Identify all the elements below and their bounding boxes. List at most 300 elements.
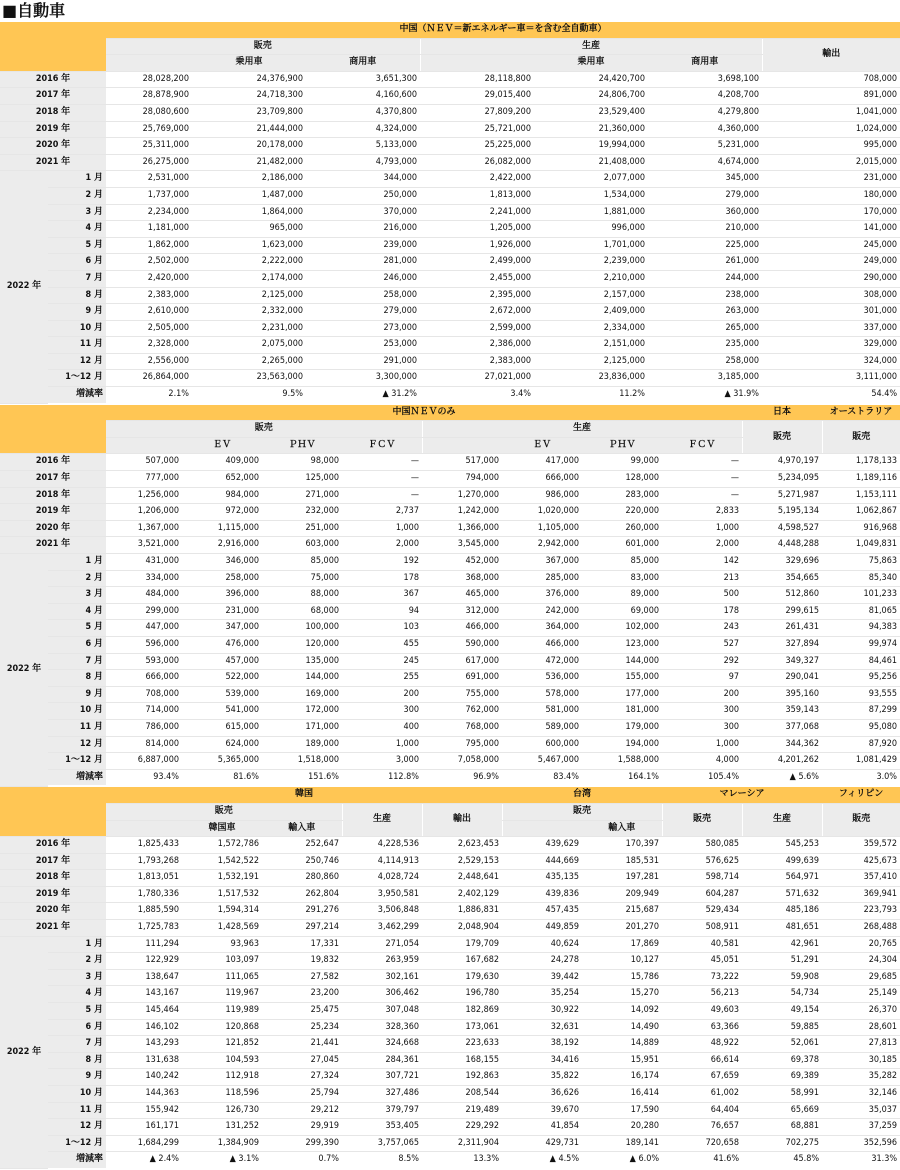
value-cell: 4,228,536 (342, 837, 422, 854)
value-cell: 297,214 (262, 920, 342, 937)
china-nev-japan-australia-table (0, 405, 900, 788)
value-cell: 185,531 (582, 853, 662, 870)
value-cell: 379,797 (342, 1102, 422, 1119)
value-cell: 2.1% (106, 387, 192, 404)
value-cell: 201,270 (582, 920, 662, 937)
value-cell: 329,000 (762, 337, 900, 354)
value-cell: 35,037 (822, 1102, 900, 1119)
table-row (0, 104, 900, 121)
value-cell: 197,281 (582, 870, 662, 887)
table-row (0, 171, 900, 188)
value-cell: 111,065 (182, 969, 262, 986)
korean-car-subheader: 韓国車 (182, 820, 262, 837)
month-label: 6 月 (48, 636, 106, 653)
value-cell: 48,922 (662, 1036, 742, 1053)
value-cell: 299,390 (262, 1135, 342, 1152)
value-cell: 223,633 (422, 1036, 502, 1053)
value-cell: 40,624 (502, 936, 582, 953)
value-cell: 215,687 (582, 903, 662, 920)
value-cell: 299,000 (106, 603, 182, 620)
value-cell: 170,397 (582, 837, 662, 854)
table-row (0, 1052, 900, 1069)
value-cell: 598,714 (662, 870, 742, 887)
production-total-subheader (420, 55, 534, 72)
value-cell: 213 (662, 570, 742, 587)
value-cell: 231,000 (182, 603, 262, 620)
table-row (0, 337, 900, 354)
value-cell: 15,786 (582, 969, 662, 986)
value-cell: 972,000 (182, 504, 262, 521)
value-cell: 17,590 (582, 1102, 662, 1119)
value-cell: 170,000 (762, 204, 900, 221)
value-cell: 0.7% (262, 1152, 342, 1169)
value-cell: 146,102 (106, 1019, 182, 1036)
value-cell: 996,000 (534, 221, 648, 238)
value-cell: 273,000 (306, 320, 420, 337)
value-cell: 144,000 (262, 670, 342, 687)
value-cell: 15,951 (582, 1052, 662, 1069)
value-cell: 539,000 (182, 686, 262, 703)
value-cell: 3,698,100 (648, 71, 762, 88)
value-cell: 24,718,300 (192, 88, 306, 105)
value-cell: 2,125,000 (534, 353, 648, 370)
value-cell: 24,278 (502, 953, 582, 970)
value-cell: 4,208,700 (648, 88, 762, 105)
value-cell: 65,669 (742, 1102, 822, 1119)
value-cell: 1,000 (662, 520, 742, 537)
value-cell: 2,383,000 (106, 287, 192, 304)
value-cell: — (342, 454, 422, 471)
value-cell: 30,185 (822, 1052, 900, 1069)
value-cell: 425,673 (822, 853, 900, 870)
growth-rate-row (0, 769, 900, 786)
value-cell: 965,000 (192, 221, 306, 238)
value-cell: 377,068 (742, 719, 822, 736)
value-cell: 263,959 (342, 953, 422, 970)
table-row (0, 121, 900, 138)
value-cell: 125,000 (262, 471, 342, 488)
value-cell: 1,181,000 (106, 221, 192, 238)
ev-subheader: ＥＶ (502, 437, 582, 454)
value-cell: 45.8% (742, 1152, 822, 1169)
value-cell: 200 (342, 686, 422, 703)
value-cell: 242,000 (502, 603, 582, 620)
table-row (0, 837, 900, 854)
year-label: 2016 年 (0, 837, 106, 854)
section-title: 中国ＮＥＶのみ (106, 405, 742, 421)
value-cell: 1,000 (342, 736, 422, 753)
value-cell: 14,889 (582, 1036, 662, 1053)
value-cell: 97 (662, 670, 742, 687)
value-cell: 1,256,000 (106, 487, 182, 504)
value-cell: 68,000 (262, 603, 342, 620)
value-cell: 312,000 (422, 603, 502, 620)
value-cell: 151.6% (262, 769, 342, 786)
value-cell: 400 (342, 719, 422, 736)
value-cell: 32,631 (502, 1019, 582, 1036)
value-cell: 84,461 (822, 653, 900, 670)
value-cell: 1,428,569 (182, 920, 262, 937)
australia-header: オーストラリア (822, 405, 900, 421)
value-cell: 23,709,800 (192, 104, 306, 121)
value-cell: 2,599,000 (420, 320, 534, 337)
total-row (0, 370, 900, 387)
value-cell: 95,080 (822, 719, 900, 736)
sales-total-subheader (106, 55, 192, 72)
value-cell: 466,000 (422, 620, 502, 637)
commercial-subheader: 商用車 (306, 55, 420, 72)
month-label: 7 月 (48, 653, 106, 670)
value-cell: 564,971 (742, 870, 822, 887)
value-cell: 180,000 (762, 187, 900, 204)
value-cell: 128,000 (582, 471, 662, 488)
fcv-subheader: ＦＣＶ (662, 437, 742, 454)
month-label: 5 月 (48, 237, 106, 254)
value-cell: ▲ 3.1% (182, 1152, 262, 1169)
sales-header: 販売 (106, 38, 420, 55)
value-cell: 11.2% (534, 387, 648, 404)
value-cell: 1,623,000 (192, 237, 306, 254)
table-row (0, 1102, 900, 1119)
value-cell: 481,651 (742, 920, 822, 937)
value-cell: 101,233 (822, 587, 900, 604)
value-cell: 200 (662, 686, 742, 703)
value-cell: 337,000 (762, 320, 900, 337)
value-cell: 249,000 (762, 254, 900, 271)
value-cell: 21,444,000 (192, 121, 306, 138)
korea-header: 韓国 (106, 787, 502, 803)
value-cell: 3,506,848 (342, 903, 422, 920)
value-cell: 476,000 (182, 636, 262, 653)
value-cell: 522,000 (182, 670, 262, 687)
value-cell: 417,000 (502, 454, 582, 471)
year-label: 2017 年 (0, 471, 106, 488)
value-cell: 307,048 (342, 1003, 422, 1020)
value-cell: 794,000 (422, 471, 502, 488)
month-label: 9 月 (48, 304, 106, 321)
value-cell: 691,000 (422, 670, 502, 687)
table-row (0, 986, 900, 1003)
value-cell: 465,000 (422, 587, 502, 604)
value-cell: ▲ 2.4% (106, 1152, 182, 1169)
production-header: 生産 (420, 38, 762, 55)
value-cell: 182,869 (422, 1003, 502, 1020)
value-cell: 1,532,191 (182, 870, 262, 887)
value-cell: 4,160,600 (306, 88, 420, 105)
year-label: 2019 年 (0, 121, 106, 138)
year-label: 2021 年 (0, 154, 106, 171)
value-cell: 891,000 (762, 88, 900, 105)
value-cell: 2,916,000 (182, 537, 262, 554)
month-label: 10 月 (48, 1086, 106, 1103)
value-cell: 262,804 (262, 886, 342, 903)
value-cell: 122,929 (106, 953, 182, 970)
value-cell: 1,270,000 (422, 487, 502, 504)
value-cell: 5,271,987 (742, 487, 822, 504)
japan-sales-header: 販売 (742, 421, 822, 454)
month-label: 2 月 (48, 953, 106, 970)
month-label: 6 月 (48, 1019, 106, 1036)
value-cell: 3,111,000 (762, 370, 900, 387)
year-label: 2018 年 (0, 487, 106, 504)
table-row (0, 254, 900, 271)
table-row (0, 537, 900, 554)
month-label: 8 月 (48, 287, 106, 304)
malaysia-header: マレーシア (662, 787, 822, 803)
value-cell: 89,000 (582, 587, 662, 604)
value-cell: 300 (662, 719, 742, 736)
value-cell: 88,000 (262, 587, 342, 604)
value-cell: 5,234,095 (742, 471, 822, 488)
table-row (0, 71, 900, 88)
value-cell: 2,328,000 (106, 337, 192, 354)
value-cell: 2,231,000 (192, 320, 306, 337)
value-cell: 1,062,867 (822, 504, 900, 521)
value-cell: 3,521,000 (106, 537, 182, 554)
value-cell: 328,360 (342, 1019, 422, 1036)
value-cell: 252,647 (262, 837, 342, 854)
value-cell: 2,234,000 (106, 204, 192, 221)
value-cell: 49,154 (742, 1003, 822, 1020)
value-cell: 280,860 (262, 870, 342, 887)
value-cell: 26,082,000 (420, 154, 534, 171)
value-cell: 302,161 (342, 969, 422, 986)
value-cell: 2,048,904 (422, 920, 502, 937)
value-cell: 143,293 (106, 1036, 182, 1053)
value-cell: 327,894 (742, 636, 822, 653)
value-cell: 508,911 (662, 920, 742, 937)
value-cell: 306,462 (342, 986, 422, 1003)
value-cell: 1,862,000 (106, 237, 192, 254)
value-cell: 283,000 (582, 487, 662, 504)
value-cell: 359,143 (742, 703, 822, 720)
value-cell: 35,254 (502, 986, 582, 1003)
value-cell: 291,276 (262, 903, 342, 920)
value-cell: 21,441 (262, 1036, 342, 1053)
value-cell: 94,383 (822, 620, 900, 637)
sales-total-subheader (106, 437, 182, 454)
value-cell: 1,000 (342, 520, 422, 537)
page-title: ■自動車 (2, 1, 66, 20)
value-cell: 1,041,000 (762, 104, 900, 121)
value-cell: 2,531,000 (106, 171, 192, 188)
value-cell: 93,963 (182, 936, 262, 953)
value-cell: 2,077,000 (534, 171, 648, 188)
value-cell: 395,160 (742, 686, 822, 703)
value-cell: 324,668 (342, 1036, 422, 1053)
month-label: 10 月 (48, 703, 106, 720)
table-row (0, 138, 900, 155)
value-cell: 25,769,000 (106, 121, 192, 138)
value-cell: 429,731 (502, 1135, 582, 1152)
value-cell: 39,442 (502, 969, 582, 986)
value-cell: 708,000 (106, 686, 182, 703)
value-cell: 179,000 (582, 719, 662, 736)
table-row (0, 204, 900, 221)
table-row (0, 353, 900, 370)
value-cell: 507,000 (106, 454, 182, 471)
table-row (0, 287, 900, 304)
value-cell: 26,370 (822, 1003, 900, 1020)
table-row (0, 270, 900, 287)
value-cell: 29,212 (262, 1102, 342, 1119)
korea-production-header: 生産 (342, 803, 422, 836)
value-cell: 300 (662, 703, 742, 720)
value-cell: 56,213 (662, 986, 742, 1003)
value-cell: 2,623,453 (422, 837, 502, 854)
table-row (0, 653, 900, 670)
value-cell: 260,000 (582, 520, 662, 537)
value-cell: 69,000 (582, 603, 662, 620)
value-cell: 179,709 (422, 936, 502, 953)
table-row (0, 736, 900, 753)
month-label: 7 月 (48, 1036, 106, 1053)
value-cell: 37,259 (822, 1119, 900, 1136)
value-cell: 126,730 (182, 1102, 262, 1119)
value-cell: 2,395,000 (420, 287, 534, 304)
value-cell: 1,737,000 (106, 187, 192, 204)
value-cell: ▲ 5.6% (742, 769, 822, 786)
year-label: 2020 年 (0, 520, 106, 537)
table-row (0, 320, 900, 337)
value-cell: 4,324,000 (306, 121, 420, 138)
table-body (0, 71, 900, 403)
value-cell: 142 (662, 554, 742, 571)
value-cell: 345,000 (648, 171, 762, 188)
value-cell: 814,000 (106, 736, 182, 753)
value-cell: 2,672,000 (420, 304, 534, 321)
value-cell: 292 (662, 653, 742, 670)
value-cell: 179,630 (422, 969, 502, 986)
value-cell: 27,045 (262, 1052, 342, 1069)
value-cell: 131,252 (182, 1119, 262, 1136)
value-cell: 984,000 (182, 487, 262, 504)
value-cell: 59,885 (742, 1019, 822, 1036)
value-cell: 353,405 (342, 1119, 422, 1136)
value-cell: 85,000 (582, 554, 662, 571)
value-cell: 83.4% (502, 769, 582, 786)
value-cell: 161,171 (106, 1119, 182, 1136)
value-cell: 171,000 (262, 719, 342, 736)
value-cell: 3,462,299 (342, 920, 422, 937)
value-cell: 100,000 (262, 620, 342, 637)
value-cell: 1,115,000 (182, 520, 262, 537)
year-label: 2017 年 (0, 853, 106, 870)
value-cell: 3.0% (822, 769, 900, 786)
table-row (0, 1069, 900, 1086)
value-cell: 2,420,000 (106, 270, 192, 287)
philippines-sales-header: 販売 (822, 803, 900, 836)
value-cell: 652,000 (182, 471, 262, 488)
value-cell: 189,141 (582, 1135, 662, 1152)
value-cell: 29,685 (822, 969, 900, 986)
value-cell: 42,961 (742, 936, 822, 953)
value-cell: 54.4% (762, 387, 900, 404)
value-cell: 45,051 (662, 953, 742, 970)
value-cell: 59,908 (742, 969, 822, 986)
table-row (0, 1003, 900, 1020)
malaysia-sales-header: 販売 (662, 803, 742, 836)
value-cell: 666,000 (106, 670, 182, 687)
value-cell: 23,529,400 (534, 104, 648, 121)
value-cell: 1,885,590 (106, 903, 182, 920)
value-cell: 360,000 (648, 204, 762, 221)
value-cell: 1,367,000 (106, 520, 182, 537)
value-cell: 103 (342, 620, 422, 637)
table-row (0, 237, 900, 254)
value-cell: 2,383,000 (420, 353, 534, 370)
value-cell: 189,000 (262, 736, 342, 753)
value-cell: 2,151,000 (534, 337, 648, 354)
korea-sales-total-subheader (106, 820, 182, 837)
value-cell: 268,488 (822, 920, 900, 937)
month-label: 11 月 (48, 719, 106, 736)
value-cell: 2,186,000 (192, 171, 306, 188)
value-cell: 27,021,000 (420, 370, 534, 387)
year-label: 2018 年 (0, 104, 106, 121)
value-cell: 541,000 (182, 703, 262, 720)
value-cell: 284,361 (342, 1052, 422, 1069)
value-cell: 25,311,000 (106, 138, 192, 155)
value-cell: 13.3% (422, 1152, 502, 1169)
month-label: 12 月 (48, 736, 106, 753)
value-cell: 1,813,051 (106, 870, 182, 887)
value-cell: 7,058,000 (422, 753, 502, 770)
value-cell: 36,626 (502, 1086, 582, 1103)
value-cell: 99,974 (822, 636, 900, 653)
total-row (0, 753, 900, 770)
value-cell: 2,265,000 (192, 353, 306, 370)
value-cell: 1,205,000 (420, 221, 534, 238)
value-cell: 93,555 (822, 686, 900, 703)
value-cell: 1,780,336 (106, 886, 182, 903)
value-cell: 25,149 (822, 986, 900, 1003)
value-cell: 5,195,134 (742, 504, 822, 521)
value-cell: 167,682 (422, 953, 502, 970)
value-cell: 194,000 (582, 736, 662, 753)
china-all-vehicles-table (0, 22, 900, 405)
value-cell: 1,487,000 (192, 187, 306, 204)
taiwan-sales-total-subheader (502, 820, 582, 837)
table-row (0, 88, 900, 105)
value-cell: 768,000 (422, 719, 502, 736)
value-cell: 258,000 (306, 287, 420, 304)
month-label: 1 月 (48, 554, 106, 571)
value-cell: 51,291 (742, 953, 822, 970)
value-cell: 196,780 (422, 986, 502, 1003)
value-cell: 4,370,800 (306, 104, 420, 121)
value-cell: 714,000 (106, 703, 182, 720)
month-label: 8 月 (48, 670, 106, 687)
value-cell: 329,696 (742, 554, 822, 571)
table-row (0, 1119, 900, 1136)
value-cell: — (662, 454, 742, 471)
table-header-row (0, 405, 900, 421)
month-label: 5 月 (48, 1003, 106, 1020)
value-cell: 246,000 (306, 270, 420, 287)
value-cell: 120,868 (182, 1019, 262, 1036)
value-cell: 169,000 (262, 686, 342, 703)
value-cell: 2,000 (342, 537, 422, 554)
value-cell: 281,000 (306, 254, 420, 271)
value-cell: 143,167 (106, 986, 182, 1003)
malaysia-production-header: 生産 (742, 803, 822, 836)
table-body (0, 837, 900, 1169)
value-cell: 250,000 (306, 187, 420, 204)
value-cell: 370,000 (306, 204, 420, 221)
value-cell: 308,000 (762, 287, 900, 304)
value-cell: 21,408,000 (534, 154, 648, 171)
